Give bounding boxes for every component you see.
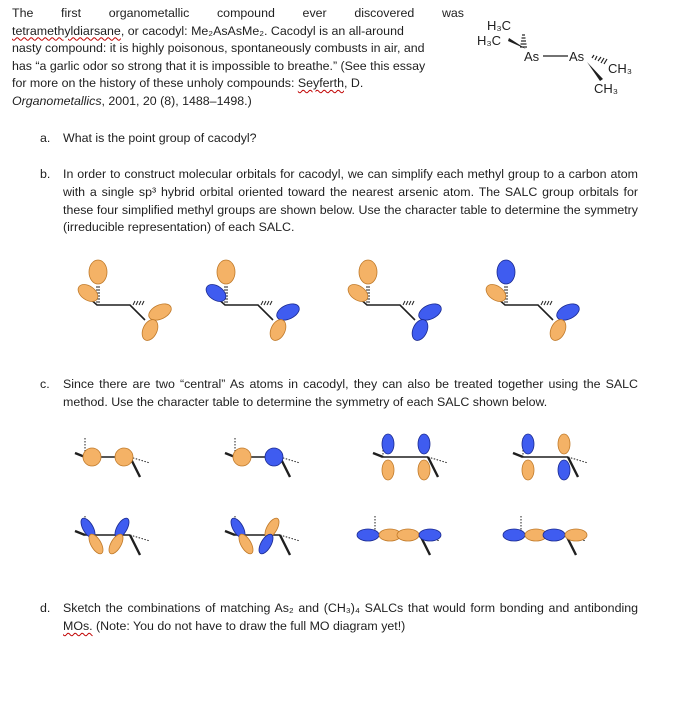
- compound-name: tetramethyldiarsane: [12, 23, 121, 38]
- salc-as-8: [503, 516, 587, 555]
- salc-as-7: [357, 516, 441, 555]
- journal-name: Organometallics: [12, 93, 102, 108]
- arsenic-label-1: As: [524, 49, 540, 64]
- salc-methyl-1: [75, 260, 174, 343]
- question-a: a. What is the point group of cacodyl?: [40, 131, 257, 145]
- methyl-label-right: CH₃: [608, 61, 633, 76]
- citation: Organometallics, 2001, 20 (8), 1488–1498.): [12, 93, 252, 108]
- methyl-label-left: H₃C: [477, 33, 502, 48]
- author-name: Seyferth: [297, 76, 344, 90]
- salc-methyl-2: [203, 260, 302, 343]
- intro-line-2: tetramethyldiarsane, or cacodyl: Me₂AsAsMe₂. Cacodyl is an all-around: [12, 23, 404, 38]
- intro-line-1: The first organometallic compound ever discovered was: [12, 6, 464, 20]
- methyl-label-top: H₃C: [487, 18, 512, 33]
- salc-as-2: [225, 438, 300, 477]
- salc-as-1: [75, 438, 150, 477]
- salc-as-4: [513, 434, 588, 480]
- hash-bond-right: [592, 55, 607, 64]
- salc-as-3: [373, 434, 448, 480]
- arsenic-label-2: As: [569, 49, 585, 64]
- salc-as-6: [225, 516, 300, 556]
- salc-methyl-3: [345, 260, 444, 343]
- intro-line-3: nasty compound: it is highly poisonous, spontaneously combusts in air, and: [12, 41, 425, 55]
- methyl-label-bottom: CH₃: [594, 81, 619, 96]
- methyl-salc-row: [0, 250, 679, 360]
- wedge-bond-down: [587, 62, 603, 81]
- intro-line-5: for more on the history of these unholy compounds: Seyferth, D.: [12, 76, 364, 90]
- intro-paragraph: [12, 5, 464, 110]
- mos-word: MOs.: [63, 618, 93, 633]
- hash-bond-up: [520, 35, 527, 47]
- salc-as-5: [75, 516, 150, 556]
- question-d: d. Sketch the combinations of matching As₂ and (CH₃)₄ SALCs that would form bonding and antibonding MOs. (Note: You do not have to draw the full MO diagram yet!): [40, 601, 638, 633]
- question-b: b. In order to construct molecular orbitals for cacodyl, we can simplify each methyl group to a carbon atom with a single sp³ hybrid orbital oriented toward the nearest arsenic atom. The SALC group orbitals for these four simplified methyl groups are shown below. Use the character table to determine the symmetry (irreducible representation) of each SALC.: [40, 167, 638, 235]
- cacodyl-structure: [468, 0, 679, 110]
- arsenic-salc-rows: [0, 430, 679, 570]
- intro-line-4: has “a garlic odor so strong that it is impossible to breathe.” (See this essay: [12, 58, 426, 73]
- question-c: c. Since there are two “central” As atoms in cacodyl, they can also be treated together using the SALC method. Use the character table to determine the symmetry of each SALC shown below.: [40, 377, 638, 409]
- salc-methyl-4: [483, 260, 582, 343]
